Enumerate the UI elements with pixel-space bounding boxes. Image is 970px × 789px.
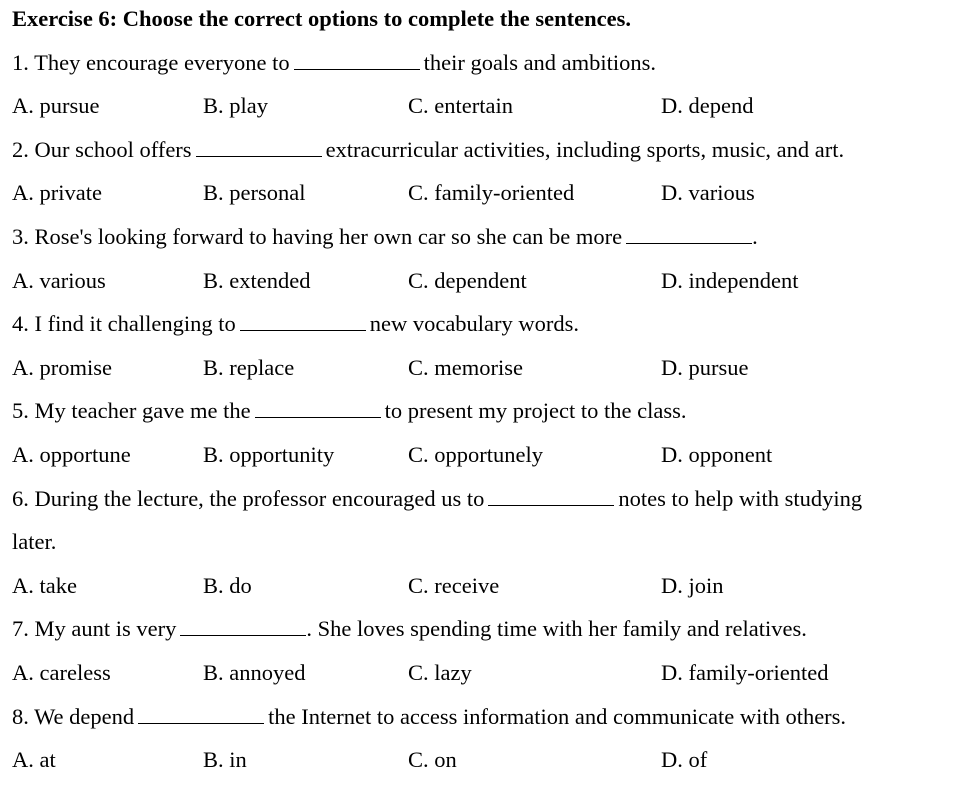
question-text-before: 3. Rose's looking forward to having her own car so she can be more xyxy=(12,224,623,249)
question-5 xyxy=(12,396,686,426)
question-6 xyxy=(12,484,862,514)
question-text-before: 5. My teacher gave me the xyxy=(12,398,251,424)
option-b[interactable]: B. play xyxy=(203,93,268,119)
options-row xyxy=(0,571,970,601)
question-text-after: notes to help with studying xyxy=(618,485,863,511)
answer-blank[interactable] xyxy=(255,397,381,418)
question-text-after: . She loves spending time with her family and relatives. xyxy=(306,616,807,642)
option-c[interactable]: C. on xyxy=(408,747,457,773)
options-row xyxy=(0,178,970,208)
option-d[interactable]: D. pursue xyxy=(661,354,749,380)
option-d[interactable]: D. various xyxy=(661,180,755,206)
exercise-title: Exercise 6: Choose the correct options to complete the sentences. xyxy=(12,6,632,31)
question-text-before: 2. Our school offers xyxy=(12,136,192,162)
answer-blank[interactable] xyxy=(180,615,306,636)
question-8 xyxy=(12,702,846,732)
option-c[interactable]: C. dependent xyxy=(408,267,527,293)
option-c[interactable]: C. receive xyxy=(408,572,500,598)
question-1 xyxy=(12,48,656,78)
option-b[interactable]: B. in xyxy=(203,747,247,773)
option-b[interactable]: B. replace xyxy=(203,354,295,380)
question-text-after: the Internet to access information and communicate with others. xyxy=(268,703,847,729)
options-row xyxy=(0,266,970,296)
option-a[interactable]: A. pursue xyxy=(12,93,100,119)
option-c[interactable]: C. memorise xyxy=(408,354,523,380)
option-d[interactable]: D. opponent xyxy=(661,442,773,467)
option-a[interactable]: A. careless xyxy=(12,660,111,685)
question-text-before: 4. I find it challenging to xyxy=(12,311,236,337)
question-continuation: later. xyxy=(12,529,57,555)
question-3 xyxy=(12,222,758,252)
question-text-after: new vocabulary words. xyxy=(369,311,580,337)
question-7 xyxy=(12,614,807,644)
option-d[interactable]: D. of xyxy=(661,747,708,773)
question-text-before: 1. They encourage everyone to xyxy=(12,49,290,75)
options-row xyxy=(0,353,970,383)
option-c[interactable]: C. family-oriented xyxy=(408,180,575,206)
option-d[interactable]: D. join xyxy=(661,572,724,598)
option-a[interactable]: A. promise xyxy=(12,354,112,380)
options-row xyxy=(0,745,970,775)
option-a[interactable]: A. take xyxy=(12,572,77,598)
question-text-after: extracurricular activities, including sports, music, and art. xyxy=(325,136,845,162)
options-row xyxy=(0,91,970,121)
question-4 xyxy=(12,309,579,339)
options-row xyxy=(0,658,970,688)
option-b[interactable]: B. do xyxy=(203,572,252,598)
option-c[interactable]: C. lazy xyxy=(408,660,472,685)
option-b[interactable]: B. opportunity xyxy=(203,442,335,467)
option-a[interactable]: A. various xyxy=(12,267,106,293)
option-c[interactable]: C. opportunely xyxy=(408,442,543,467)
option-a[interactable]: A. at xyxy=(12,747,56,773)
option-c[interactable]: C. entertain xyxy=(408,93,513,119)
option-d[interactable]: D. independent xyxy=(661,267,799,293)
question-text-before: 6. During the lecture, the professor encouraged us to xyxy=(12,485,485,511)
question-text-before: 8. We depend xyxy=(12,703,135,729)
option-d[interactable]: D. family-oriented xyxy=(661,660,829,685)
question-text-before: 7. My aunt is very xyxy=(12,616,177,642)
answer-blank[interactable] xyxy=(138,703,264,724)
option-d[interactable]: D. depend xyxy=(661,93,754,119)
answer-blank[interactable] xyxy=(488,485,614,506)
options-row xyxy=(0,440,970,470)
question-2 xyxy=(12,135,844,165)
option-a[interactable]: A. opportune xyxy=(12,442,131,467)
option-a[interactable]: A. private xyxy=(12,180,102,206)
answer-blank[interactable] xyxy=(294,49,420,70)
answer-blank[interactable] xyxy=(196,136,322,157)
answer-blank[interactable] xyxy=(240,310,366,331)
question-text-after: their goals and ambitions. xyxy=(423,49,657,75)
option-b[interactable]: B. annoyed xyxy=(203,660,306,685)
question-text-after: to present my project to the class. xyxy=(384,398,687,424)
option-b[interactable]: B. personal xyxy=(203,180,306,206)
answer-blank[interactable] xyxy=(626,223,752,244)
question-text-after: . xyxy=(752,224,758,249)
option-b[interactable]: B. extended xyxy=(203,267,311,293)
